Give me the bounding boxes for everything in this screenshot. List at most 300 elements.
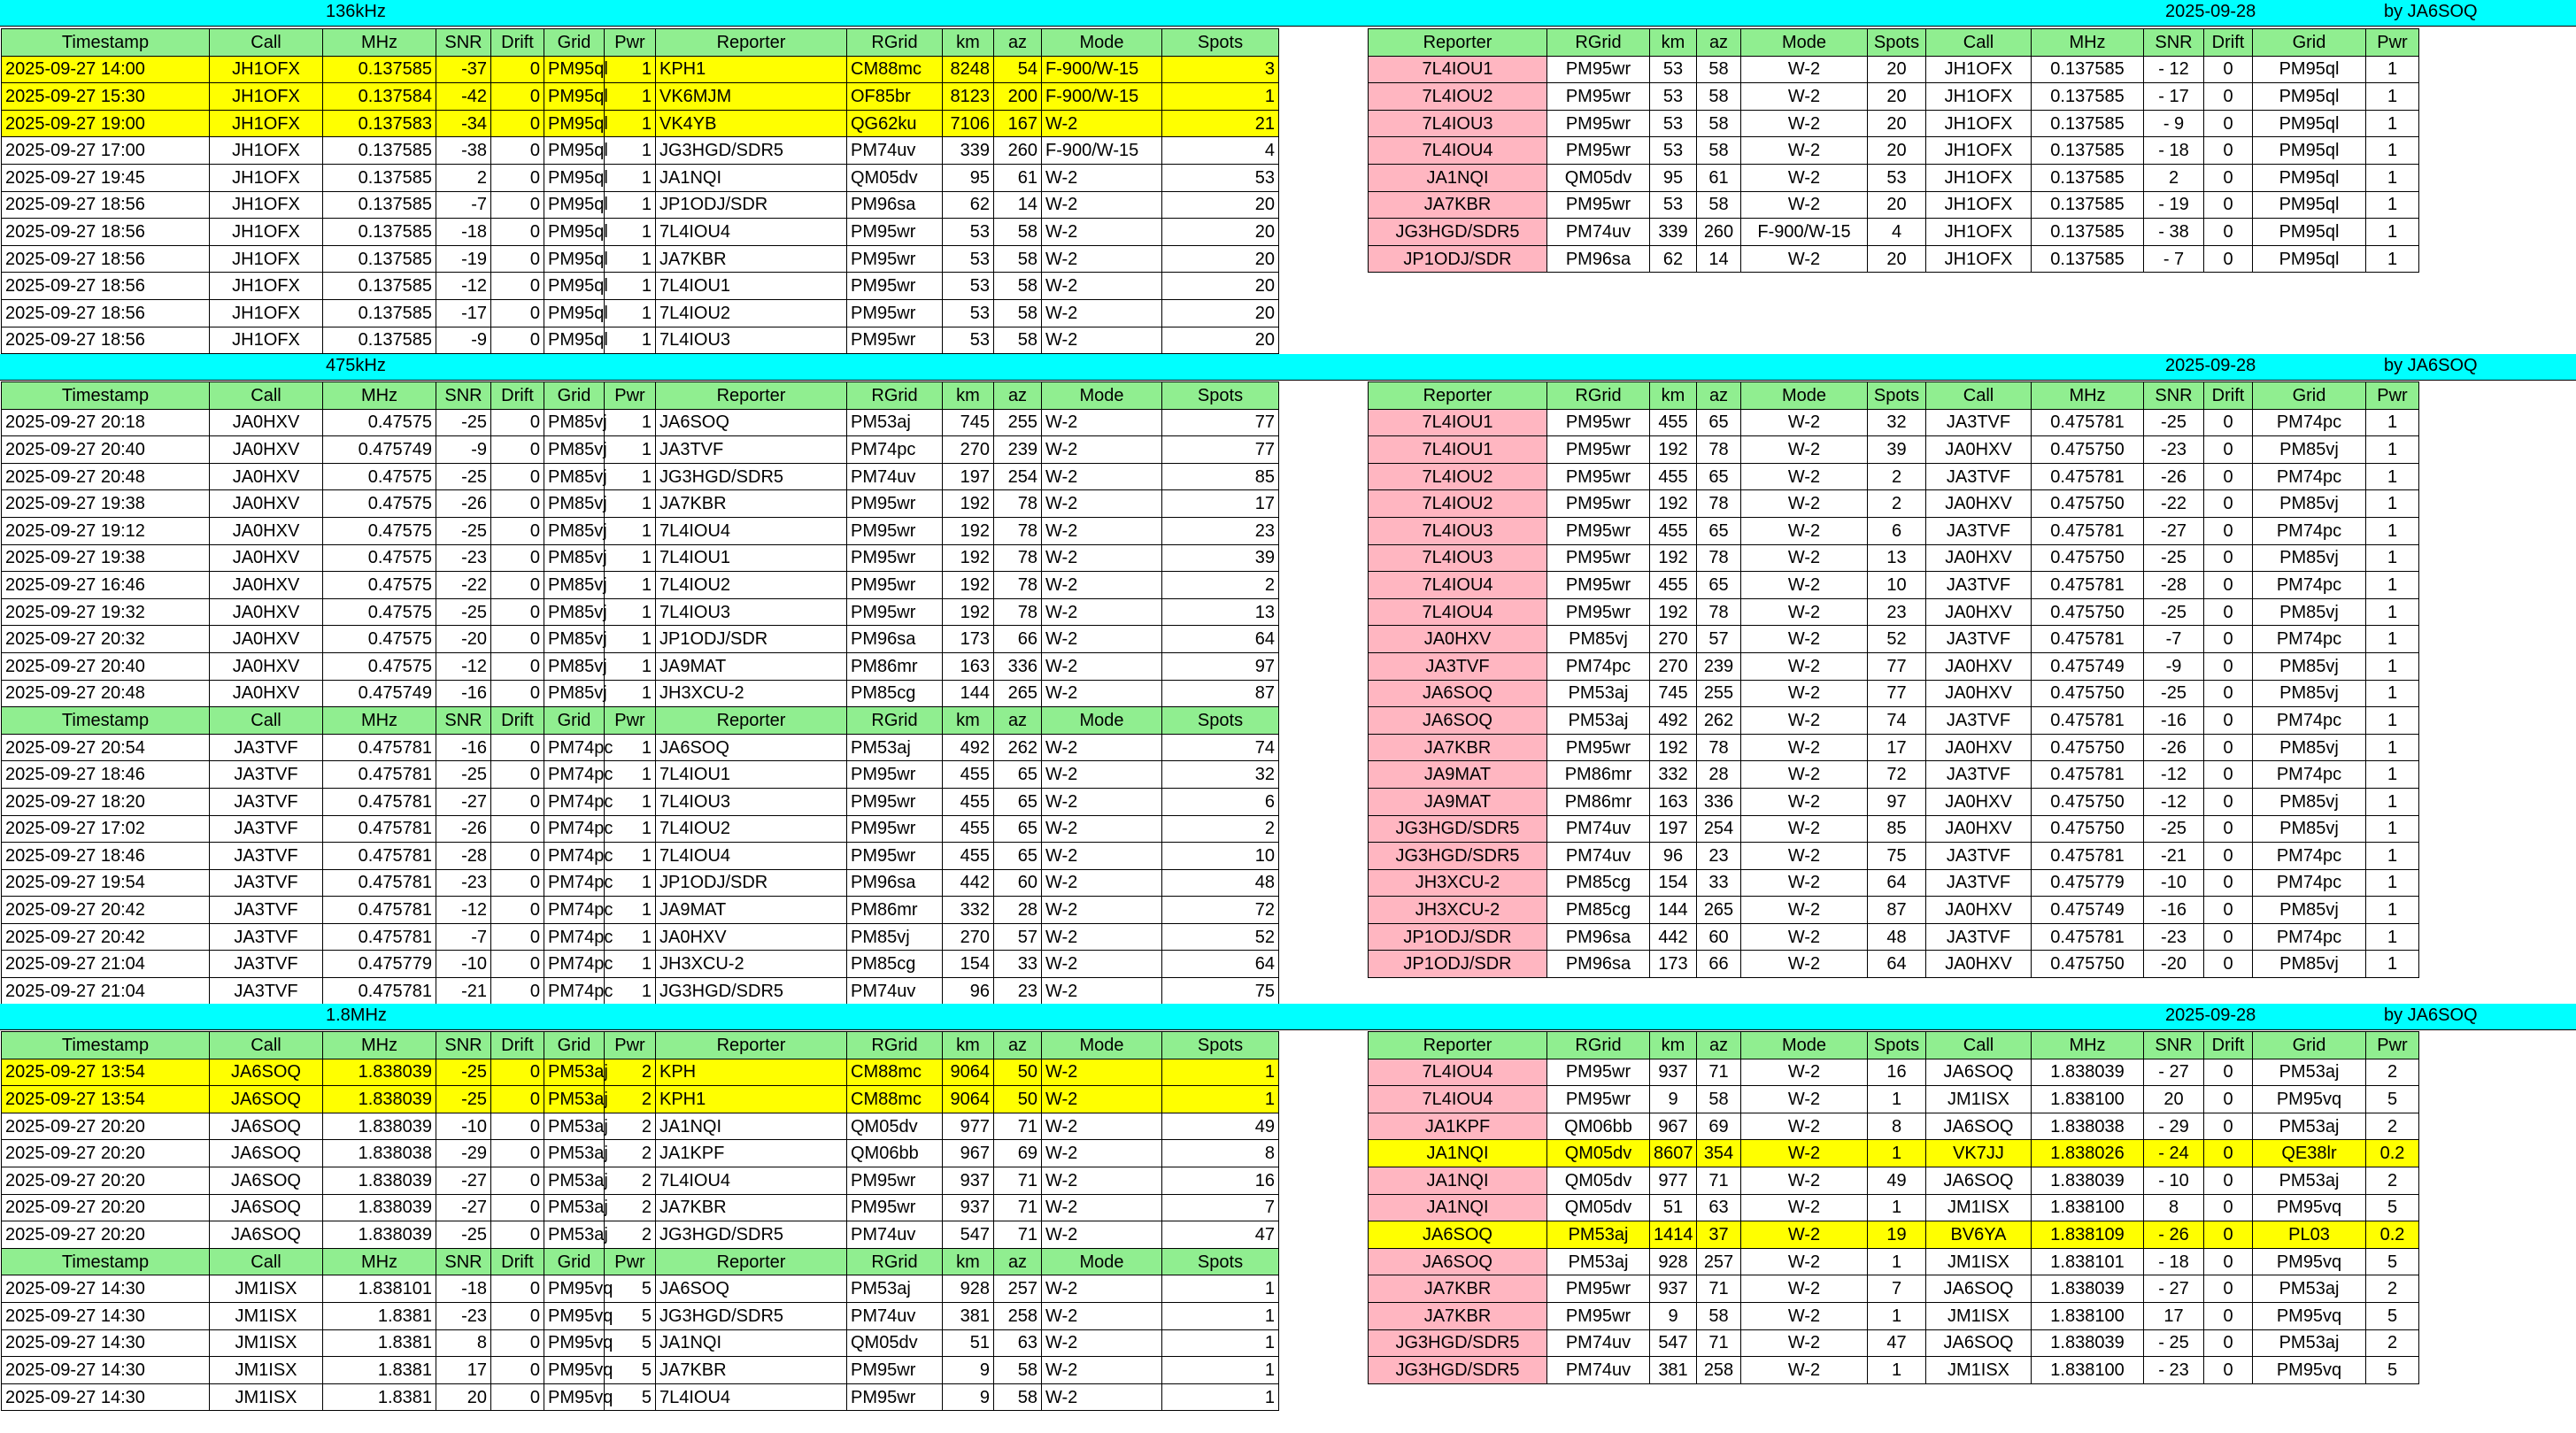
cell-snr[interactable]: -16 [436, 734, 491, 761]
cell-snr[interactable]: -25 [436, 1059, 491, 1086]
cell-call[interactable]: JH1OFX [1926, 56, 2032, 83]
cell-spots[interactable]: 23 [1868, 598, 1926, 626]
cell-snr[interactable]: - 23 [2144, 1357, 2204, 1384]
cell-spots[interactable]: 13 [1162, 598, 1279, 626]
header-az[interactable]: az [1697, 1032, 1741, 1059]
cell-pwr[interactable]: 0.2 [2366, 1140, 2419, 1167]
cell-call[interactable]: JA0HXV [210, 490, 323, 518]
cell-call[interactable]: JA6SOQ [1926, 1329, 2032, 1357]
cell-grid[interactable]: PM53aj [2253, 1113, 2366, 1140]
cell-km[interactable]: 745 [943, 409, 994, 436]
cell-km[interactable]: 192 [943, 544, 994, 572]
cell-drift[interactable]: 0 [491, 219, 544, 246]
cell-call[interactable]: JA3TVF [1926, 707, 2032, 735]
cell-km[interactable]: 270 [943, 923, 994, 951]
header-rgrid[interactable]: RGrid [1547, 1032, 1650, 1059]
cell-km[interactable]: 339 [1650, 219, 1697, 246]
cell-az[interactable]: 50 [994, 1086, 1042, 1113]
cell-az[interactable]: 23 [994, 978, 1042, 1005]
cell-grid[interactable]: PM85vj [544, 680, 605, 707]
cell-spots[interactable]: 64 [1162, 951, 1279, 978]
cell-mhz[interactable]: 0.475781 [2032, 626, 2144, 653]
cell-pwr[interactable]: 2 [2366, 1275, 2419, 1303]
cell-spots[interactable]: 1 [1162, 1383, 1279, 1411]
cell-km[interactable]: 455 [943, 843, 994, 870]
cell-call[interactable]: JA3TVF [210, 897, 323, 924]
cell-reporter[interactable]: JG3HGD/SDR5 [1369, 815, 1547, 843]
cell-pwr[interactable]: 1 [605, 652, 656, 680]
cell-call[interactable]: JA3TVF [1926, 517, 2032, 544]
cell-reporter[interactable]: 7L4IOU4 [656, 843, 847, 870]
cell-drift[interactable]: 0 [491, 1113, 544, 1140]
cell-grid[interactable]: PM53aj [2253, 1275, 2366, 1303]
cell-drift[interactable]: 0 [2204, 1357, 2253, 1384]
cell-mode[interactable]: W-2 [1741, 734, 1868, 761]
header-spots[interactable]: Spots [1162, 29, 1279, 57]
cell-drift[interactable]: 0 [491, 1194, 544, 1221]
cell-mode[interactable]: W-2 [1741, 1275, 1868, 1303]
cell-az[interactable]: 60 [1697, 923, 1741, 951]
cell-km[interactable]: 442 [1650, 923, 1697, 951]
cell-spots[interactable]: 2 [1868, 463, 1926, 490]
cell-snr[interactable]: -20 [436, 626, 491, 653]
cell-call[interactable]: JA0HXV [210, 572, 323, 599]
cell-mhz[interactable]: 1.838039 [323, 1113, 436, 1140]
header-km[interactable]: km [943, 1248, 994, 1275]
cell-spots[interactable]: 1 [1868, 1248, 1926, 1275]
cell-timestamp[interactable]: 2025-09-27 18:20 [2, 788, 210, 815]
cell-az[interactable]: 23 [1697, 843, 1741, 870]
cell-pwr[interactable]: 1 [605, 191, 656, 219]
cell-call[interactable]: JA0HXV [1926, 490, 2032, 518]
cell-snr[interactable]: -23 [436, 1302, 491, 1329]
cell-km[interactable]: 62 [1650, 245, 1697, 273]
cell-reporter[interactable]: 7L4IOU1 [656, 761, 847, 789]
cell-snr[interactable]: -28 [2144, 572, 2204, 599]
header-call[interactable]: Call [1926, 1032, 2032, 1059]
cell-spots[interactable]: 20 [1868, 56, 1926, 83]
cell-km[interactable]: 1414 [1650, 1221, 1697, 1249]
cell-rgrid[interactable]: PM95wr [1547, 598, 1650, 626]
cell-snr[interactable]: - 38 [2144, 219, 2204, 246]
cell-reporter[interactable]: 7L4IOU1 [656, 544, 847, 572]
cell-grid[interactable]: PM74pc [544, 897, 605, 924]
cell-rgrid[interactable]: PM74uv [847, 1302, 943, 1329]
cell-rgrid[interactable]: PM85cg [1547, 869, 1650, 897]
cell-mhz[interactable]: 1.838101 [323, 1275, 436, 1303]
header-reporter[interactable]: Reporter [656, 1032, 847, 1059]
cell-call[interactable]: JH1OFX [210, 327, 323, 354]
cell-az[interactable]: 33 [1697, 869, 1741, 897]
cell-snr[interactable]: -18 [436, 219, 491, 246]
cell-km[interactable]: 144 [943, 680, 994, 707]
cell-drift[interactable]: 0 [491, 1275, 544, 1303]
cell-az[interactable]: 60 [994, 869, 1042, 897]
cell-km[interactable]: 173 [943, 626, 994, 653]
cell-snr[interactable]: -26 [2144, 734, 2204, 761]
cell-spots[interactable]: 1 [1162, 1302, 1279, 1329]
cell-grid[interactable]: PM85vj [544, 626, 605, 653]
cell-call[interactable]: JH1OFX [1926, 110, 2032, 137]
header-az[interactable]: az [994, 1248, 1042, 1275]
cell-snr[interactable]: - 12 [2144, 56, 2204, 83]
cell-rgrid[interactable]: PM95wr [847, 1357, 943, 1384]
cell-drift[interactable]: 0 [491, 299, 544, 327]
cell-pwr[interactable]: 1 [605, 788, 656, 815]
cell-km[interactable]: 455 [943, 815, 994, 843]
cell-reporter[interactable]: JA3TVF [656, 436, 847, 464]
cell-az[interactable]: 58 [994, 1357, 1042, 1384]
cell-km[interactable]: 492 [943, 734, 994, 761]
cell-snr[interactable]: - 24 [2144, 1140, 2204, 1167]
cell-call[interactable]: JH1OFX [210, 191, 323, 219]
cell-spots[interactable]: 47 [1868, 1329, 1926, 1357]
cell-rgrid[interactable]: PM95wr [847, 219, 943, 246]
cell-mhz[interactable]: 0.475750 [2032, 815, 2144, 843]
cell-rgrid[interactable]: PM74uv [847, 1221, 943, 1249]
cell-snr[interactable]: -10 [2144, 869, 2204, 897]
cell-snr[interactable]: -25 [436, 1086, 491, 1113]
cell-snr[interactable]: -27 [436, 1194, 491, 1221]
cell-reporter[interactable]: JP1ODJ/SDR [656, 191, 847, 219]
cell-rgrid[interactable]: PM95wr [1547, 137, 1650, 165]
cell-grid[interactable]: PM53aj [544, 1086, 605, 1113]
cell-drift[interactable]: 0 [2204, 626, 2253, 653]
cell-pwr[interactable]: 5 [605, 1329, 656, 1357]
cell-rgrid[interactable]: PM95wr [1547, 1302, 1650, 1329]
cell-rgrid[interactable]: PM53aj [847, 409, 943, 436]
cell-timestamp[interactable]: 2025-09-27 14:30 [2, 1275, 210, 1303]
header-snr[interactable]: SNR [2144, 382, 2204, 410]
cell-reporter[interactable]: JA6SOQ [1369, 680, 1547, 707]
cell-km[interactable]: 53 [1650, 137, 1697, 165]
cell-reporter[interactable]: JA1NQI [1369, 1140, 1547, 1167]
cell-snr[interactable]: -21 [436, 978, 491, 1005]
cell-mode[interactable]: W-2 [1741, 707, 1868, 735]
cell-reporter[interactable]: 7L4IOU2 [656, 299, 847, 327]
cell-spots[interactable]: 20 [1868, 83, 1926, 111]
cell-drift[interactable]: 0 [491, 1221, 544, 1249]
cell-reporter[interactable]: JA6SOQ [1369, 1221, 1547, 1249]
cell-az[interactable]: 58 [1697, 83, 1741, 111]
cell-grid[interactable]: PM74pc [2253, 626, 2366, 653]
cell-az[interactable]: 78 [994, 572, 1042, 599]
cell-call[interactable]: JA0HXV [210, 517, 323, 544]
cell-call[interactable]: JH1OFX [1926, 83, 2032, 111]
cell-mhz[interactable]: 0.475750 [2032, 544, 2144, 572]
cell-rgrid[interactable]: PM95wr [847, 843, 943, 870]
cell-snr[interactable]: 8 [2144, 1194, 2204, 1221]
cell-snr[interactable]: - 7 [2144, 245, 2204, 273]
cell-call[interactable]: JA0HXV [1926, 436, 2032, 464]
cell-az[interactable]: 54 [994, 56, 1042, 83]
cell-grid[interactable]: PM95ql [544, 110, 605, 137]
cell-snr[interactable]: -25 [436, 761, 491, 789]
header-rgrid[interactable]: RGrid [847, 29, 943, 57]
cell-drift[interactable]: 0 [2204, 191, 2253, 219]
cell-km[interactable]: 745 [1650, 680, 1697, 707]
cell-timestamp[interactable]: 2025-09-27 20:20 [2, 1140, 210, 1167]
cell-mhz[interactable]: 1.838039 [2032, 1275, 2144, 1303]
cell-call[interactable]: JM1ISX [210, 1302, 323, 1329]
cell-snr[interactable]: - 25 [2144, 1329, 2204, 1357]
cell-mode[interactable]: W-2 [1042, 1383, 1162, 1411]
cell-grid[interactable]: PM85vj [2253, 436, 2366, 464]
cell-km[interactable]: 192 [943, 572, 994, 599]
cell-grid[interactable]: PM53aj [544, 1113, 605, 1140]
header-snr[interactable]: SNR [436, 29, 491, 57]
cell-drift[interactable]: 0 [2204, 219, 2253, 246]
cell-mhz[interactable]: 0.475750 [2032, 788, 2144, 815]
cell-km[interactable]: 53 [1650, 83, 1697, 111]
cell-mhz[interactable]: 0.475779 [2032, 869, 2144, 897]
cell-call[interactable]: JA3TVF [210, 923, 323, 951]
cell-drift[interactable]: 0 [2204, 137, 2253, 165]
cell-spots[interactable]: 3 [1162, 56, 1279, 83]
cell-rgrid[interactable]: PM95wr [847, 1383, 943, 1411]
cell-rgrid[interactable]: PM95wr [1547, 572, 1650, 599]
cell-grid[interactable]: PM85vj [2253, 598, 2366, 626]
cell-mode[interactable]: W-2 [1042, 1059, 1162, 1086]
cell-snr[interactable]: 17 [436, 1357, 491, 1384]
cell-mode[interactable]: F-900/W-15 [1042, 56, 1162, 83]
cell-az[interactable]: 65 [1697, 463, 1741, 490]
cell-km[interactable]: 53 [943, 273, 994, 300]
cell-pwr[interactable]: 1 [2366, 626, 2419, 653]
cell-snr[interactable]: -19 [436, 245, 491, 273]
cell-snr[interactable]: -26 [436, 490, 491, 518]
cell-spots[interactable]: 19 [1868, 1221, 1926, 1249]
header-reporter[interactable]: Reporter [1369, 382, 1547, 410]
cell-grid[interactable]: PM95vq [2253, 1357, 2366, 1384]
cell-mode[interactable]: W-2 [1741, 652, 1868, 680]
cell-pwr[interactable]: 1 [605, 680, 656, 707]
cell-rgrid[interactable]: PM74uv [1547, 219, 1650, 246]
cell-mhz[interactable]: 0.47575 [323, 517, 436, 544]
cell-spots[interactable]: 13 [1868, 544, 1926, 572]
cell-call[interactable]: JA0HXV [210, 680, 323, 707]
cell-pwr[interactable]: 1 [2366, 680, 2419, 707]
cell-grid[interactable]: PM74pc [544, 815, 605, 843]
cell-mhz[interactable]: 0.137585 [323, 273, 436, 300]
header-reporter[interactable]: Reporter [656, 29, 847, 57]
cell-reporter[interactable]: 7L4IOU2 [656, 572, 847, 599]
cell-snr[interactable]: - 18 [2144, 137, 2204, 165]
cell-timestamp[interactable]: 2025-09-27 14:00 [2, 56, 210, 83]
cell-call[interactable]: VK7JJ [1926, 1140, 2032, 1167]
cell-km[interactable]: 95 [943, 164, 994, 191]
cell-grid[interactable]: PM85vj [2253, 734, 2366, 761]
cell-mode[interactable]: F-900/W-15 [1042, 83, 1162, 111]
cell-spots[interactable]: 1 [1868, 1140, 1926, 1167]
cell-az[interactable]: 265 [994, 680, 1042, 707]
cell-km[interactable]: 270 [1650, 652, 1697, 680]
cell-call[interactable]: JA6SOQ [210, 1059, 323, 1086]
cell-rgrid[interactable]: PM53aj [847, 1275, 943, 1303]
cell-az[interactable]: 58 [994, 327, 1042, 354]
cell-rgrid[interactable]: PM95wr [1547, 490, 1650, 518]
cell-call[interactable]: JH1OFX [210, 219, 323, 246]
cell-pwr[interactable]: 1 [2366, 923, 2419, 951]
cell-spots[interactable]: 52 [1162, 923, 1279, 951]
cell-grid[interactable]: PM74pc [544, 869, 605, 897]
cell-km[interactable]: 154 [1650, 869, 1697, 897]
cell-drift[interactable]: 0 [2204, 1059, 2253, 1086]
cell-rgrid[interactable]: PM85vj [1547, 626, 1650, 653]
header-mode[interactable]: Mode [1042, 1032, 1162, 1059]
cell-timestamp[interactable]: 2025-09-27 18:46 [2, 761, 210, 789]
cell-timestamp[interactable]: 2025-09-27 18:56 [2, 299, 210, 327]
cell-mhz[interactable]: 0.137585 [323, 137, 436, 165]
cell-km[interactable]: 270 [1650, 626, 1697, 653]
cell-reporter[interactable]: JA1NQI [1369, 164, 1547, 191]
cell-mode[interactable]: W-2 [1741, 490, 1868, 518]
cell-km[interactable]: 53 [1650, 191, 1697, 219]
cell-drift[interactable]: 0 [2204, 598, 2253, 626]
header-grid[interactable]: Grid [544, 1248, 605, 1275]
cell-drift[interactable]: 0 [2204, 83, 2253, 111]
cell-snr[interactable]: -25 [436, 1221, 491, 1249]
cell-spots[interactable]: 20 [1162, 273, 1279, 300]
cell-km[interactable]: 455 [1650, 463, 1697, 490]
cell-call[interactable]: JM1ISX [1926, 1248, 2032, 1275]
cell-grid[interactable]: PM85vj [544, 463, 605, 490]
cell-mhz[interactable]: 1.838100 [2032, 1194, 2144, 1221]
cell-drift[interactable]: 0 [491, 1140, 544, 1167]
cell-az[interactable]: 58 [994, 245, 1042, 273]
cell-timestamp[interactable]: 2025-09-27 20:48 [2, 680, 210, 707]
header-mhz[interactable]: MHz [323, 1248, 436, 1275]
header-reporter[interactable]: Reporter [656, 707, 847, 735]
cell-km[interactable]: 381 [1650, 1357, 1697, 1384]
cell-call[interactable]: JA3TVF [210, 761, 323, 789]
cell-spots[interactable]: 53 [1868, 164, 1926, 191]
cell-az[interactable]: 260 [994, 137, 1042, 165]
header-call[interactable]: Call [210, 707, 323, 735]
header-mode[interactable]: Mode [1741, 29, 1868, 57]
header-snr[interactable]: SNR [2144, 29, 2204, 57]
cell-rgrid[interactable]: QM05dv [847, 164, 943, 191]
cell-reporter[interactable]: JG3HGD/SDR5 [1369, 843, 1547, 870]
cell-rgrid[interactable]: PM85cg [847, 680, 943, 707]
cell-call[interactable]: JA6SOQ [210, 1167, 323, 1194]
cell-reporter[interactable]: JA0HXV [1369, 626, 1547, 653]
cell-pwr[interactable]: 5 [2366, 1248, 2419, 1275]
cell-az[interactable]: 71 [994, 1194, 1042, 1221]
cell-pwr[interactable]: 1 [2366, 245, 2419, 273]
cell-drift[interactable]: 0 [491, 1086, 544, 1113]
cell-grid[interactable]: PM53aj [544, 1221, 605, 1249]
cell-km[interactable]: 455 [943, 788, 994, 815]
cell-call[interactable]: JA3TVF [1926, 463, 2032, 490]
cell-km[interactable]: 9 [943, 1383, 994, 1411]
cell-timestamp[interactable]: 2025-09-27 20:20 [2, 1194, 210, 1221]
cell-mhz[interactable]: 1.8381 [323, 1383, 436, 1411]
cell-grid[interactable]: PM95ql [2253, 219, 2366, 246]
cell-mhz[interactable]: 0.47575 [323, 626, 436, 653]
cell-drift[interactable]: 0 [2204, 1113, 2253, 1140]
cell-mhz[interactable]: 1.838026 [2032, 1140, 2144, 1167]
cell-rgrid[interactable]: PM95wr [1547, 517, 1650, 544]
cell-snr[interactable]: - 19 [2144, 191, 2204, 219]
cell-drift[interactable]: 0 [2204, 923, 2253, 951]
cell-mode[interactable]: W-2 [1741, 409, 1868, 436]
cell-snr[interactable]: -17 [436, 299, 491, 327]
cell-reporter[interactable]: VK6MJM [656, 83, 847, 111]
cell-spots[interactable]: 1 [1162, 1086, 1279, 1113]
cell-call[interactable]: JA3TVF [210, 951, 323, 978]
cell-snr[interactable]: -12 [436, 273, 491, 300]
cell-km[interactable]: 53 [943, 299, 994, 327]
header-spots[interactable]: Spots [1162, 707, 1279, 735]
cell-mhz[interactable]: 0.475781 [323, 734, 436, 761]
cell-az[interactable]: 61 [1697, 164, 1741, 191]
cell-rgrid[interactable]: PM95wr [1547, 1086, 1650, 1113]
cell-spots[interactable]: 20 [1162, 191, 1279, 219]
cell-drift[interactable]: 0 [2204, 164, 2253, 191]
cell-call[interactable]: JH1OFX [210, 164, 323, 191]
cell-drift[interactable]: 0 [2204, 1086, 2253, 1113]
cell-grid[interactable]: PM74pc [2253, 572, 2366, 599]
header-km[interactable]: km [1650, 382, 1697, 410]
cell-snr[interactable]: -37 [436, 56, 491, 83]
cell-timestamp[interactable]: 2025-09-27 13:54 [2, 1059, 210, 1086]
header-spots[interactable]: Spots [1868, 1032, 1926, 1059]
cell-call[interactable]: JM1ISX [1926, 1357, 2032, 1384]
cell-call[interactable]: JA3TVF [210, 734, 323, 761]
cell-pwr[interactable]: 5 [2366, 1086, 2419, 1113]
cell-spots[interactable]: 20 [1162, 245, 1279, 273]
cell-az[interactable]: 78 [1697, 436, 1741, 464]
cell-az[interactable]: 65 [994, 788, 1042, 815]
header-rgrid[interactable]: RGrid [847, 1032, 943, 1059]
cell-mode[interactable]: W-2 [1042, 517, 1162, 544]
cell-spots[interactable]: 16 [1162, 1167, 1279, 1194]
cell-mode[interactable]: W-2 [1741, 1357, 1868, 1384]
cell-grid[interactable]: PM85vj [544, 409, 605, 436]
cell-reporter[interactable]: JA9MAT [656, 652, 847, 680]
cell-az[interactable]: 71 [1697, 1275, 1741, 1303]
cell-az[interactable]: 33 [994, 951, 1042, 978]
cell-az[interactable]: 71 [1697, 1059, 1741, 1086]
cell-mode[interactable]: W-2 [1741, 815, 1868, 843]
header-snr[interactable]: SNR [436, 707, 491, 735]
cell-km[interactable]: 192 [1650, 436, 1697, 464]
cell-km[interactable]: 9064 [943, 1086, 994, 1113]
cell-az[interactable]: 255 [1697, 680, 1741, 707]
cell-drift[interactable]: 0 [491, 273, 544, 300]
header-mode[interactable]: Mode [1042, 707, 1162, 735]
cell-pwr[interactable]: 1 [2366, 137, 2419, 165]
cell-rgrid[interactable]: QM05dv [847, 1113, 943, 1140]
cell-call[interactable]: JM1ISX [210, 1329, 323, 1357]
cell-grid[interactable]: PM95vq [2253, 1194, 2366, 1221]
cell-rgrid[interactable]: QM05dv [847, 1329, 943, 1357]
cell-snr[interactable]: -12 [2144, 788, 2204, 815]
cell-km[interactable]: 492 [1650, 707, 1697, 735]
cell-km[interactable]: 9 [1650, 1086, 1697, 1113]
cell-drift[interactable]: 0 [2204, 788, 2253, 815]
cell-mhz[interactable]: 0.475750 [2032, 490, 2144, 518]
cell-rgrid[interactable]: PM53aj [1547, 1248, 1650, 1275]
cell-reporter[interactable]: JA7KBR [1369, 734, 1547, 761]
cell-spots[interactable]: 2 [1868, 490, 1926, 518]
cell-pwr[interactable]: 1 [605, 219, 656, 246]
cell-km[interactable]: 144 [1650, 897, 1697, 924]
header-km[interactable]: km [943, 382, 994, 410]
cell-mode[interactable]: W-2 [1741, 572, 1868, 599]
cell-az[interactable]: 66 [994, 626, 1042, 653]
